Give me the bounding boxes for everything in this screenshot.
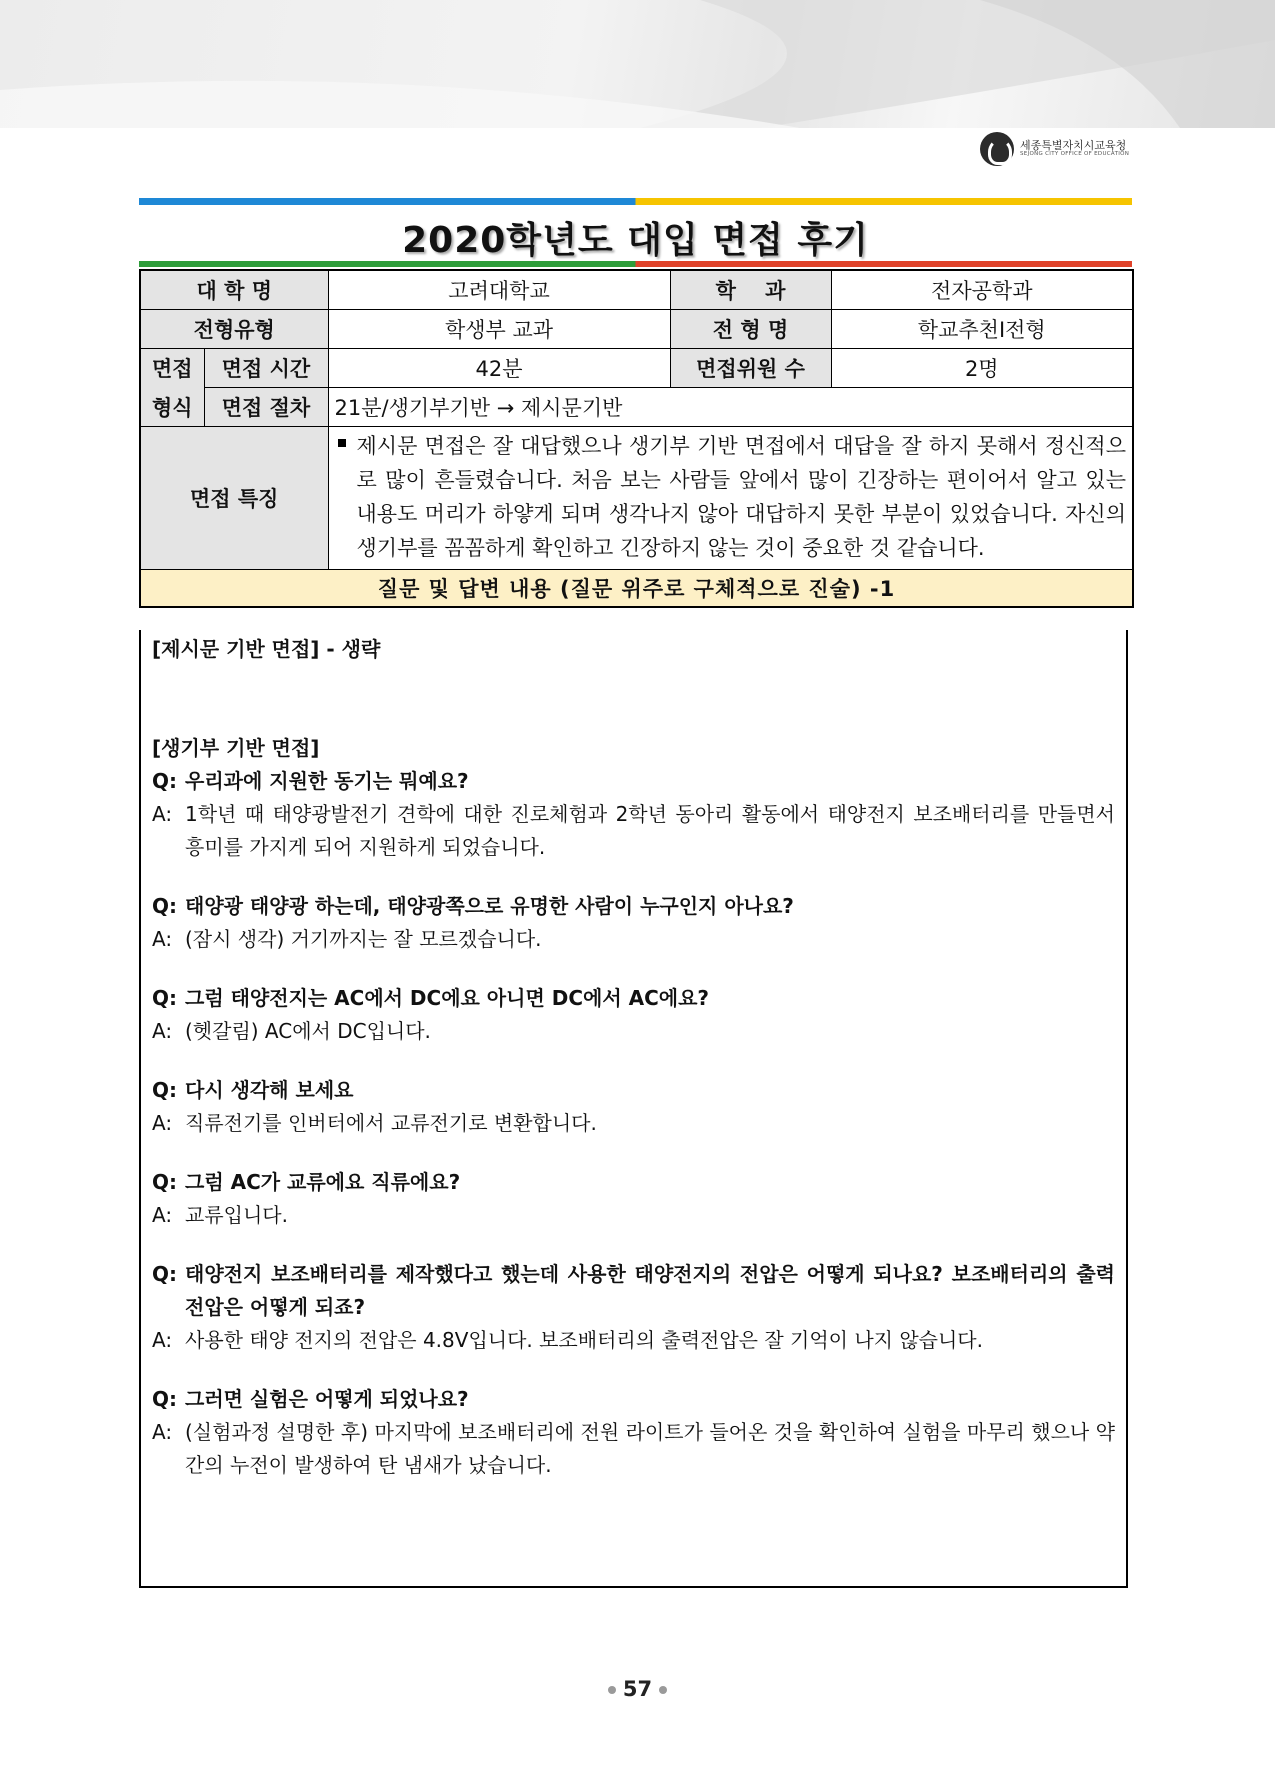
question bbox=[152, 765, 1115, 798]
page-number-text: 57 bbox=[622, 1677, 653, 1701]
dot-icon bbox=[608, 1686, 616, 1694]
dept-value: 전자공학과 bbox=[831, 270, 1133, 310]
qa-item bbox=[152, 765, 1115, 890]
table-row bbox=[140, 570, 1133, 608]
format-label-2: 형식 bbox=[140, 388, 204, 427]
question-text: 태양전지 보조배터리를 제작했다고 했는데 사용한 태양전지의 전압은 어떻게 되나요? 보조배터리의 출력전압은 어떻게 되죠? bbox=[185, 1262, 1115, 1319]
section-title-passage: [제시문 기반 면접] - 생략 bbox=[152, 637, 381, 661]
answer bbox=[152, 1107, 1115, 1140]
table-row bbox=[140, 270, 1133, 310]
question-prefix: Q: bbox=[152, 986, 177, 1010]
question-prefix: Q: bbox=[152, 1387, 177, 1411]
title-top-line bbox=[139, 198, 1132, 205]
feature-label: 면접 특징 bbox=[140, 427, 328, 570]
question-text: 우리과에 지원한 동기는 뭐예요? bbox=[185, 769, 469, 793]
panel-value: 2명 bbox=[831, 349, 1133, 388]
title-bottom-line bbox=[139, 261, 1132, 267]
logo-text-ko: 세종특별자치시교육청 bbox=[1020, 139, 1127, 153]
answer-text: (잠시 생각) 거기까지는 잘 모르겠습니다. bbox=[185, 927, 542, 951]
answer-text: 사용한 태양 전지의 전압은 4.8V입니다. 보조배터리의 출력전압은 잘 기억이 나지 않습니다. bbox=[185, 1328, 983, 1352]
answer bbox=[152, 1416, 1115, 1482]
type-label: 전형유형 bbox=[140, 310, 328, 349]
section-title-record: [생기부 기반 면접] bbox=[152, 736, 320, 760]
univ-value: 고려대학교 bbox=[328, 270, 670, 310]
question bbox=[152, 890, 1115, 923]
question bbox=[152, 1258, 1115, 1324]
qa-item bbox=[152, 982, 1115, 1074]
question bbox=[152, 982, 1115, 1015]
table-row bbox=[140, 427, 1133, 570]
question-text: 다시 생각해 보세요 bbox=[185, 1078, 354, 1102]
answer-text: 1학년 때 태양광발전기 견학에 대한 진로체험과 2학년 동아리 활동에서 태양전지 보조배터리를 만들면서 흥미를 가지게 되어 지원하게 되었습니다. bbox=[185, 802, 1115, 859]
question-text: 그럼 AC가 교류에요 직류에요? bbox=[185, 1170, 461, 1194]
bullet-icon bbox=[338, 439, 346, 447]
panel-label: 면접위원 수 bbox=[670, 349, 831, 388]
procedure-label: 면접 절차 bbox=[204, 388, 328, 427]
office-logo bbox=[980, 132, 1129, 166]
procedure-value: 21분/생기부기반 → 제시문기반 bbox=[328, 388, 1133, 427]
logo-text-en: SEJONG CITY OFFICE OF EDUCATION bbox=[1020, 150, 1130, 157]
qa-item bbox=[152, 1383, 1115, 1482]
question-prefix: Q: bbox=[152, 1170, 177, 1194]
question-prefix: Q: bbox=[152, 769, 177, 793]
table-row bbox=[140, 349, 1133, 388]
qa-content bbox=[139, 630, 1128, 1588]
qa-item bbox=[152, 890, 1115, 982]
interview-info-table bbox=[139, 269, 1134, 608]
answer-text: (실험과정 설명한 후) 마지막에 보조배터리에 전원 라이트가 들어온 것을 확인하여 실험을 마무리 했으나 약간의 누전이 발생하여 탄 냄새가 났습니다. bbox=[185, 1420, 1115, 1477]
table-row bbox=[140, 388, 1133, 427]
answer bbox=[152, 923, 1115, 956]
admission-name-value: 학교추천Ⅰ전형 bbox=[831, 310, 1133, 349]
office-emblem-icon bbox=[980, 132, 1014, 166]
qa-header: 질문 및 답변 내용 (질문 위주로 구체적으로 진술) -1 bbox=[140, 570, 1133, 608]
format-label-1: 면접 bbox=[140, 349, 204, 388]
question-prefix: Q: bbox=[152, 894, 177, 918]
question bbox=[152, 1074, 1115, 1107]
table-row bbox=[140, 310, 1133, 349]
question-prefix: Q: bbox=[152, 1078, 177, 1102]
univ-label: 대 학 명 bbox=[140, 270, 328, 310]
answer bbox=[152, 1015, 1115, 1048]
answer bbox=[152, 1324, 1115, 1357]
question-text: 그럼 태양전지는 AC에서 DC에요 아니면 DC에서 AC에요? bbox=[185, 986, 710, 1010]
dept-label: 학 과 bbox=[670, 270, 831, 310]
answer-text: 교류입니다. bbox=[185, 1203, 288, 1227]
header-decoration bbox=[0, 0, 1275, 128]
answer-prefix: A: bbox=[152, 1328, 173, 1352]
answer-prefix: A: bbox=[152, 802, 173, 826]
question-text: 태양광 태양광 하는데, 태양광쪽으로 유명한 사람이 누구인지 아나요? bbox=[185, 894, 794, 918]
answer-text: 직류전기를 인버터에서 교류전기로 변환합니다. bbox=[185, 1111, 597, 1135]
type-value: 학생부 교과 bbox=[328, 310, 670, 349]
feature-cell bbox=[328, 427, 1133, 570]
qa-item bbox=[152, 1074, 1115, 1166]
answer-prefix: A: bbox=[152, 1203, 173, 1227]
answer-prefix: A: bbox=[152, 1420, 173, 1444]
answer bbox=[152, 798, 1115, 864]
question bbox=[152, 1166, 1115, 1199]
question-prefix: Q: bbox=[152, 1262, 177, 1286]
question bbox=[152, 1383, 1115, 1416]
answer bbox=[152, 1199, 1115, 1232]
time-label: 면접 시간 bbox=[204, 349, 328, 388]
answer-text: (헷갈림) AC에서 DC입니다. bbox=[185, 1019, 431, 1043]
qa-item bbox=[152, 1166, 1115, 1258]
header-swoosh-graphic bbox=[0, 0, 1275, 128]
answer-prefix: A: bbox=[152, 927, 173, 951]
admission-name-label: 전 형 명 bbox=[670, 310, 831, 349]
qa-item bbox=[152, 1258, 1115, 1383]
time-value: 42분 bbox=[328, 349, 670, 388]
answer-prefix: A: bbox=[152, 1019, 173, 1043]
page-number bbox=[0, 1677, 1275, 1701]
dot-icon bbox=[659, 1686, 667, 1694]
question-text: 그러면 실험은 어떻게 되었나요? bbox=[185, 1387, 469, 1411]
feature-text: 제시문 면접은 잘 대답했으나 생기부 기반 면접에서 대답을 잘 하지 못해서 정신적으로 많이 흔들렸습니다. 처음 보는 사람들 앞에서 많이 긴장하는 편이어서 알고 있는 내용도 머리가 하얗게 되며 생각나지 않아 대답하지 못한 부분이 있었습니다. 자신의 생기부를 꼼꼼하게 확인하고 긴장하지 않는 것이 중요한 것 같습니다. bbox=[356, 434, 1127, 560]
answer-prefix: A: bbox=[152, 1111, 173, 1135]
page-title: 2020학년도 대입 면접 후기 bbox=[402, 220, 869, 261]
